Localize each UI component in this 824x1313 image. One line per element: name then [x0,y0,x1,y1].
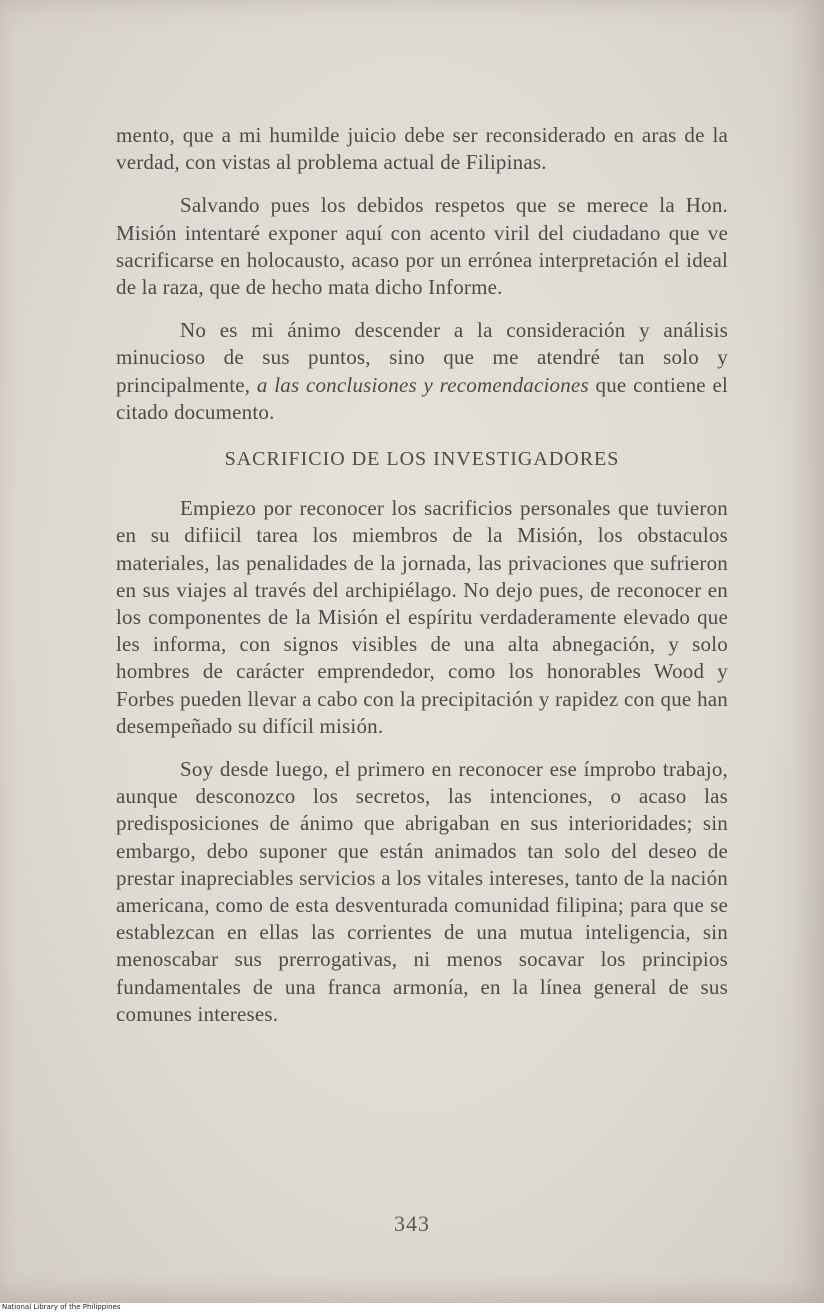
paragraph-3 [116,317,728,426]
paragraph-4: Empiezo por reconocer los sacrificios personales que tuvieron en su difiicil tarea los miembros de la Misión, los obstaculos materiales, las penalidades de la jornada, las privaciones que sufrieron en sus viajes al través del archipiélago. No dejo pues, de reconocer en los componentes de la Misión el espíritu verdaderamente elevado que les informa, con signos visibles de una alta abnegación, y solo hombres de carácter emprendedor, como los honorables Wood y Forbes pueden llevar a cabo con la precipitación y rapidez con que han desempeñado su difícil misión. [116,496,728,738]
paragraph-3-emphasis: a las conclusiones y recomendaciones [256,372,589,397]
body-text [116,122,728,1044]
paragraph-2: Salvando pues los debidos respetos que se merece la Hon. Misión intentaré exponer aquí con acento viril del ciudadano que ve sacrificarse en holocausto, acaso por un errónea interpretación el ideal de la raza, que de hecho mata dicho Informe. [116,193,728,300]
paragraph-3-start: No es mi ánimo descender a la consideración y análisis minucioso de sus puntos, sino que me atendré tan solo y principalmente, [116,318,728,397]
paragraph-5: Soy desde luego, el primero en reconocer ese ímprobo trabajo, aunque desconozco los secretos, las intenciones, o acaso las predisposiciones de ánimo que abrigaban en sus interioridades; sin embargo, debo suponer que están animados tan solo del deseo de prestar inapreciables servicios a los vitales intereses, tanto de la nación americana, como de esta desventurada comunidad filipina; para que se establezcan en ellas las corrientes de una mutua inteligencia, sin menoscabar sus prerrogativas, ni menos socavar los principios fundamentales de una franca armonía, en la línea general de sus comunes intereses. [116,757,728,1026]
section-heading: SACRIFICIO DE LOS INVESTIGADORES [224,448,620,471]
page-number: 343 [394,1211,430,1236]
footer-bar [0,1303,824,1313]
footer-attribution: National Library of the Philippines [2,1303,121,1311]
paragraph-1: mento, que a mi humilde juicio debe ser reconsiderado en aras de la verdad, con vistas al problema actual de Filipinas. [116,123,728,175]
paragraph-3-end: que contiene el citado documento. [116,372,728,424]
